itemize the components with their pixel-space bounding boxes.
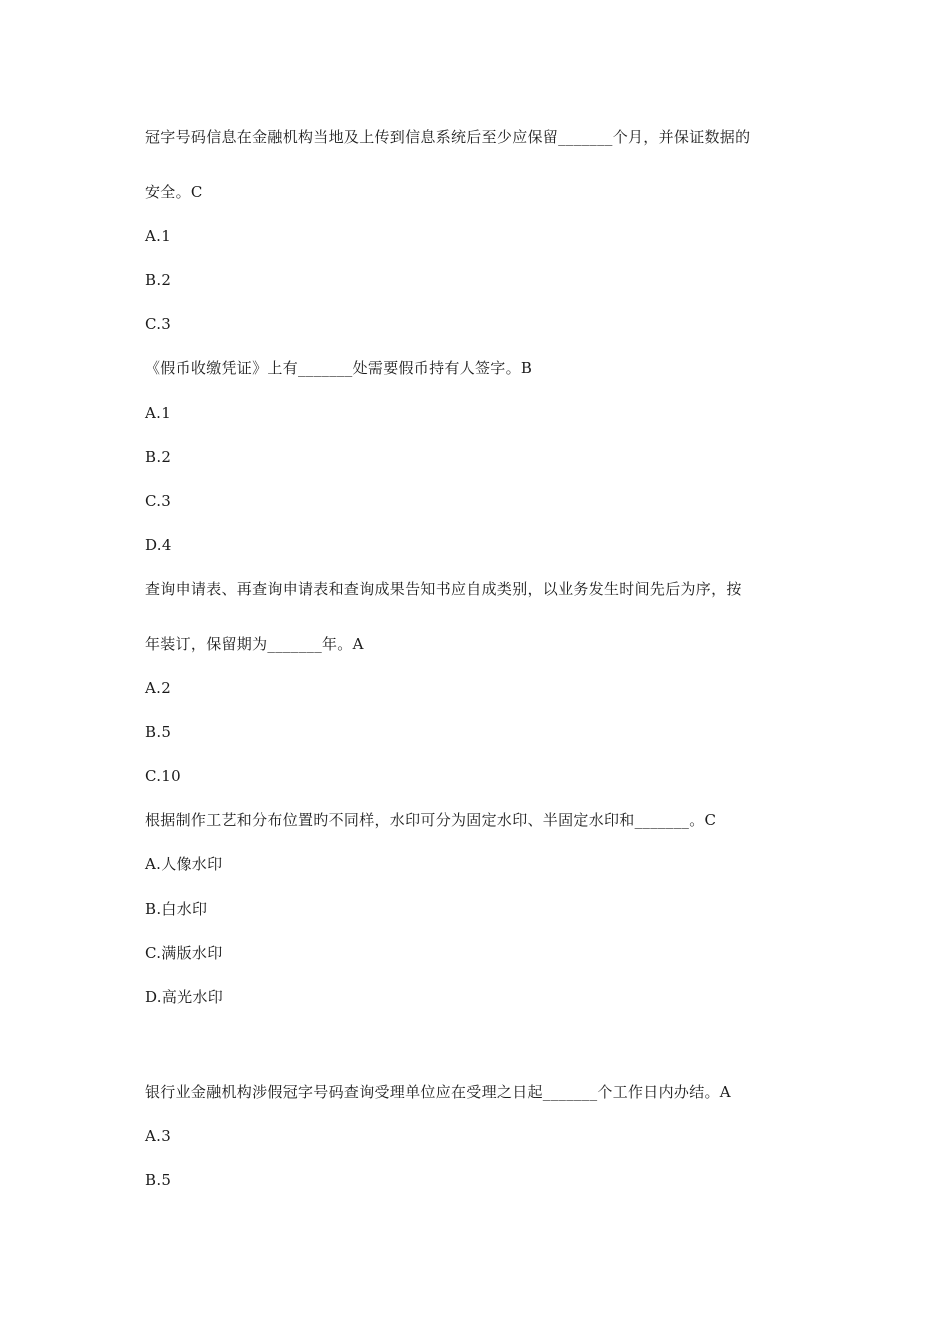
- question-2-option-b: B.2: [145, 448, 172, 466]
- question-1-option-b: B.2: [145, 271, 172, 289]
- question-1-stem-line-2: 安全。C: [145, 183, 203, 201]
- question-4-option-d: D.高光水印: [145, 988, 224, 1006]
- question-1-option-a: A.1: [145, 227, 172, 245]
- question-4-option-c: C.满版水印: [145, 944, 223, 962]
- question-5-option-a: A.3: [145, 1127, 172, 1145]
- question-2-option-a: A.1: [145, 404, 172, 422]
- question-4-option-a: A.人像水印: [145, 855, 223, 873]
- question-3-option-c: C.10: [145, 767, 181, 785]
- question-3-stem-line-1: 查询申请表、再查询申请表和查询成果告知书应自成类别，以业务发生时间先后为序，按: [145, 580, 742, 598]
- question-2-option-d: D.4: [145, 536, 172, 554]
- question-3-option-b: B.5: [145, 723, 172, 741]
- question-3-stem-line-2: 年装订，保留期为_______年。A: [145, 635, 364, 653]
- question-3-option-a: A.2: [145, 679, 172, 697]
- question-2-option-c: C.3: [145, 492, 172, 510]
- question-5-option-b: B.5: [145, 1171, 172, 1189]
- question-2-stem-line-1: 《假币收缴凭证》上有_______处需要假币持有人签字。B: [145, 359, 533, 377]
- question-4-stem-line-1: 根据制作工艺和分布位置旳不同样，水印可分为固定水印、半固定水印和_______。C: [145, 811, 717, 829]
- question-5-stem-line-1: 银行业金融机构涉假冠字号码查询受理单位应在受理之日起_______个工作日内办结。A: [145, 1083, 731, 1101]
- question-1-stem-line-1: 冠字号码信息在金融机构当地及上传到信息系统后至少应保留_______个月，并保证数据的: [145, 128, 751, 146]
- question-1-option-c: C.3: [145, 315, 172, 333]
- question-4-option-b: B.白水印: [145, 900, 208, 918]
